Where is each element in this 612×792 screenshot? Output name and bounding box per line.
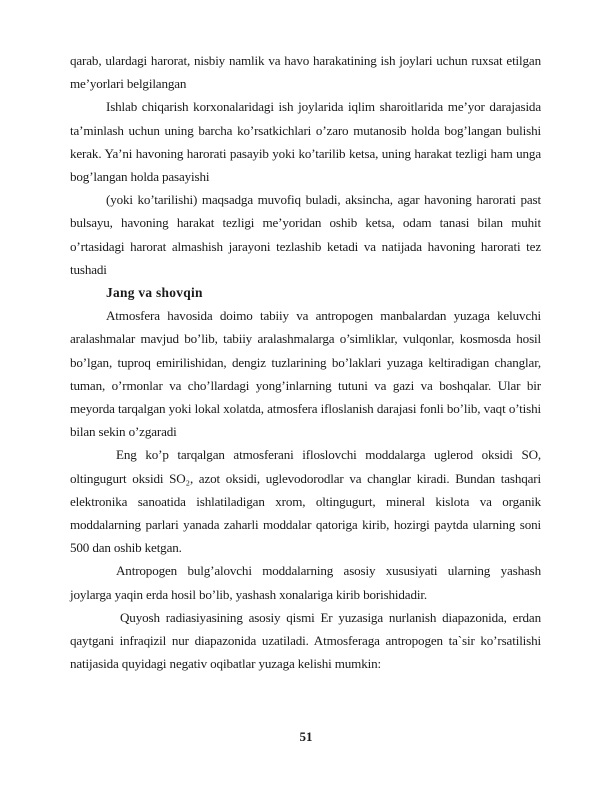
paragraph-atmosphere: Atmosfera havosida doimo tabiiy va antropogen manbalardan yuzaga keluvchi aralashmalar mavjud bo’lib, tabiiy aralashmalarga o’simliklar, vulqonlar, kosmosda hosil bo’lgan, tuproq emirilishidan, dengiz tuzlarining bo’laklari yuzaga keltiradigan changlar, tuman, o’rmonlar va cho’llardagi yong’inlarning tutuni va gazi va boshqalar. Ular bir meyorda tarqalgan yoki lokal xolatda, atmosfera ifloslanish darajasi fonli bo’lib, vaqt o’tishi bilan sekin o’zgaradi: [70, 308, 541, 440]
paragraph-anthropogenic: Antropogen bulg’alovchi moddalarning asosiy xususiyati ularning yashash joylarga yaqin erda hosil bo’lib, yashash xonalariga kirib borishidadir.: [70, 563, 541, 602]
paragraph-solar-radiation: Quyosh radiasiyasining asosiy qismi Er yuzasiga nurlanish diapazonida, erdan qaytgani infraqizil nur diapazonida uzatiladi. Atmosferaga antropogen ta`sir ko’rsatilishi natijasida quyidagi negativ oqibatlar yuzaga kelishi mumkin:: [70, 609, 541, 672]
paragraph-microclimate: Ishlab chiqarish korxonalaridagi ish joylarida iqlim sharoitlarida me’yor darajasida ta’minlash uchun uning barcha ko’rsatkichlari o’zaro mutanosib holda bog’langan bulishi kerak. Ya’ni havoning harorati pasayib yoki ko’tarilib ketsa, uning harakat tezligi ham unga bog’langan holda pasayishi: [70, 99, 541, 185]
page-number: 51: [299, 729, 313, 744]
paragraph-pollutants: Eng ko’p tarqalgan atmosferani ifloslovchi moddalarga uglerod oksidi SO, oltingugurt oksidi SO₂, azot oksidi, uglevodorodlar va changlar kiradi. Bundan tashqari elektronika sanoatida ishlatiladigan xrom, oltingugurt, mineral kislota va organik moddalarning parlari yanada zaharli moddalar qatoriga kirib, hozirgi paytda ularning soni 500 dan oshib ketgan.: [70, 447, 541, 556]
document-body: [70, 49, 541, 675]
section-heading: Jang va shovqin: [106, 285, 203, 301]
paragraph-air-speed: (yoki ko’tarilishi) maqsadga muvofiq buladi, aksincha, agar havoning harorati past bulsayu, havoning harakat tezligi me’yoridan oshib ketsa, odam tanasi bilan muhit o’rtasidagi harorat almashish jarayoni tezlashib ketadi va natijada havoning harorati tez tushadi: [70, 192, 541, 277]
paragraph-continuation: qarab, ulardagi harorat, nisbiy namlik va havo harakatining ish joylari uchun ruxsat etilgan me’yorlari belgilangan: [70, 53, 541, 92]
